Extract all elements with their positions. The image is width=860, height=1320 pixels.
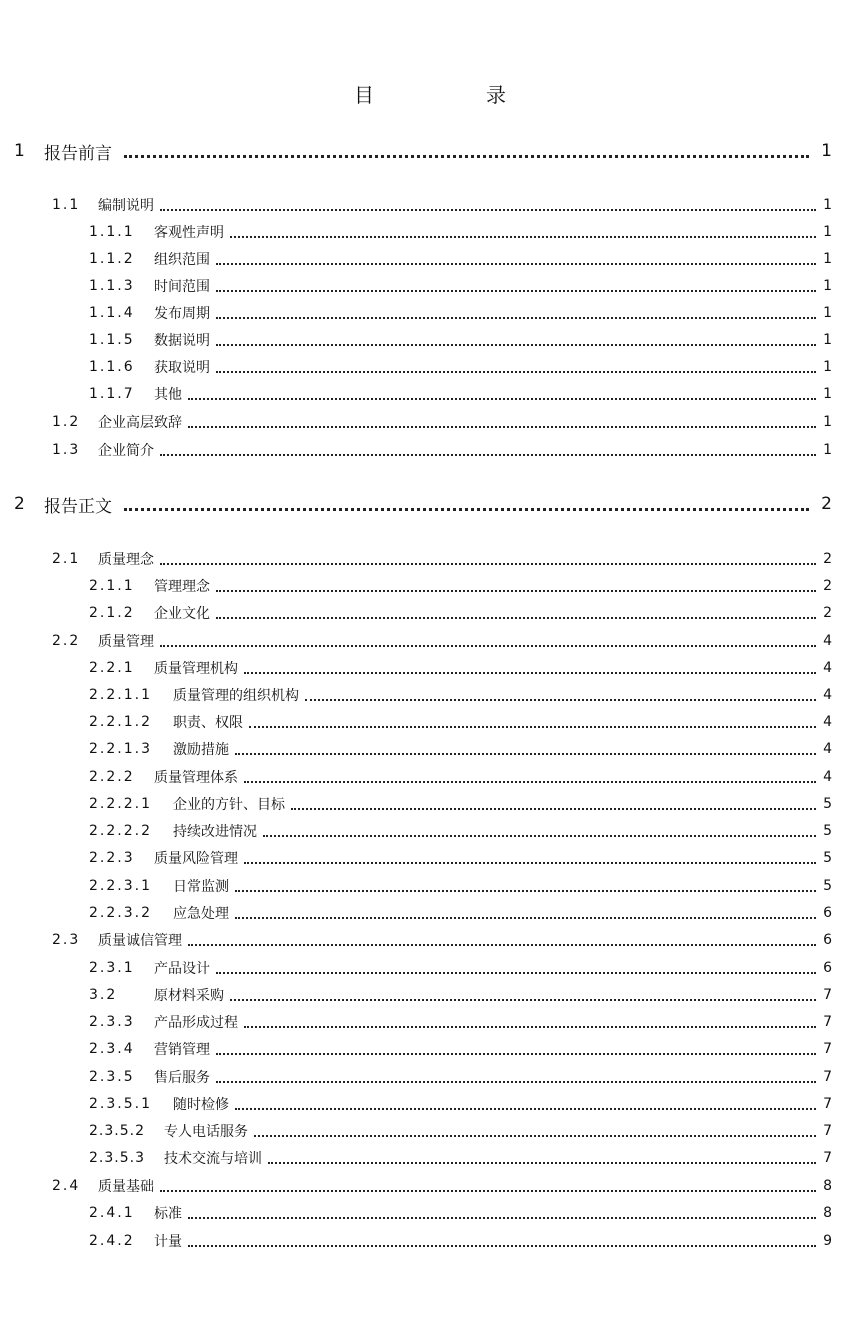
toc-entry-page: 2 [823, 605, 832, 621]
toc-entry-title: 售后服务 [154, 1070, 210, 1086]
toc-entry-title: 产品设计 [154, 961, 210, 977]
toc-entry[interactable] [0, 737, 860, 761]
toc-entry-number: 2.2.2 [89, 769, 135, 785]
toc-entry[interactable] [0, 136, 860, 166]
toc-dot-leader [188, 398, 816, 400]
toc-entry-page: 7 [823, 1096, 832, 1112]
toc-entry-page: 7 [823, 1123, 832, 1139]
toc-entry-page: 4 [823, 633, 832, 649]
toc-entry-page: 5 [823, 878, 832, 894]
toc-entry[interactable] [0, 355, 860, 379]
toc-dot-leader [244, 781, 816, 783]
toc-dot-leader [216, 371, 816, 373]
toc-entry-number: 1.1.7 [89, 386, 135, 402]
toc-entry-number: 2.1.1 [89, 578, 135, 594]
toc-entry-number: 1.1.2 [89, 251, 135, 267]
toc-entry-page: 1 [823, 386, 832, 402]
toc-dot-leader [235, 890, 816, 892]
toc-dot-leader [124, 155, 809, 158]
toc-dot-leader [188, 1245, 816, 1247]
toc-entry-number: 1.1.3 [89, 278, 135, 294]
toc-dot-leader [124, 508, 809, 511]
toc-entry-title: 职责、权限 [173, 715, 243, 731]
toc-entry-number: 2.4.1 [89, 1205, 135, 1221]
toc-dot-leader [216, 263, 816, 265]
toc-dot-leader [244, 672, 816, 674]
toc-entry-page: 2 [823, 578, 832, 594]
toc-entry-number: 1.1.6 [89, 359, 135, 375]
toc-entry-title: 客观性声明 [154, 225, 224, 241]
toc-entry-page: 7 [823, 1150, 832, 1166]
toc-entry[interactable] [0, 901, 860, 925]
toc-entry[interactable] [0, 547, 860, 571]
toc-entry-title: 编制说明 [98, 198, 154, 214]
toc-entry[interactable] [0, 1065, 860, 1089]
toc-entry[interactable] [0, 765, 860, 789]
toc-heading-left: 目 [354, 83, 374, 107]
toc-entry[interactable] [0, 683, 860, 707]
toc-entry-number: 2.2.2.2 [89, 823, 152, 839]
toc-entry-page: 7 [823, 1014, 832, 1030]
toc-entry-page: 4 [823, 741, 832, 757]
toc-entry-title: 专人电话服务 [164, 1124, 248, 1140]
toc-entry-number: 2.3.5.3 [89, 1150, 145, 1166]
toc-entry-title: 报告正文 [44, 496, 112, 517]
toc-entry-number: 2.3.5 [89, 1069, 135, 1085]
toc-entry-number: 2.2.1.3 [89, 741, 152, 757]
toc-entry[interactable] [0, 1010, 860, 1034]
toc-entry-title: 企业的方针、目标 [173, 797, 285, 813]
toc-entry-number: 2.2.3.2 [89, 905, 152, 921]
toc-entry[interactable] [0, 410, 860, 434]
toc-entry[interactable] [0, 328, 860, 352]
toc-entry-title: 质量管理 [98, 634, 154, 650]
toc-dot-leader [188, 1217, 816, 1219]
toc-entry-page: 1 [823, 332, 832, 348]
toc-entry-number: 2.3 [52, 932, 81, 948]
toc-entry-title: 产品形成过程 [154, 1015, 238, 1031]
toc-entry[interactable] [0, 956, 860, 980]
toc-entry[interactable] [0, 874, 860, 898]
toc-entry-number: 2.4 [52, 1178, 81, 1194]
toc-entry-page: 9 [823, 1233, 832, 1249]
toc-entry-number: 2.2.1.2 [89, 714, 152, 730]
toc-entry-page: 6 [823, 932, 832, 948]
toc-entry[interactable] [0, 247, 860, 271]
toc-entry-page: 1 [823, 224, 832, 240]
toc-entry-number: 2.2.1.1 [89, 687, 152, 703]
toc-entry-title: 企业简介 [98, 443, 154, 459]
toc-entry-page: 1 [823, 414, 832, 430]
toc-entry-title: 管理理念 [154, 579, 210, 595]
toc-entry-number: 3.2 [89, 987, 118, 1003]
toc-dot-leader [230, 236, 816, 238]
toc-entry[interactable] [0, 846, 860, 870]
toc-entry-title: 日常监测 [173, 879, 229, 895]
toc-entry-title: 质量风险管理 [154, 851, 238, 867]
toc-entry[interactable] [0, 1119, 860, 1143]
toc-entry-title: 质量管理体系 [154, 770, 238, 786]
toc-entry-page: 4 [823, 687, 832, 703]
toc-dot-leader [230, 999, 816, 1001]
toc-entry[interactable] [0, 193, 860, 217]
toc-dot-leader [216, 344, 816, 346]
toc-dot-leader [188, 944, 816, 946]
toc-dot-leader [305, 699, 816, 701]
toc-entry-title: 发布周期 [154, 306, 210, 322]
toc-entry-page: 1 [823, 359, 832, 375]
toc-dot-leader [235, 1108, 816, 1110]
toc-entry-number: 2.3.5.1 [89, 1096, 152, 1112]
toc-entry[interactable] [0, 601, 860, 625]
toc-entry-title: 质量管理的组织机构 [173, 688, 299, 704]
toc-entry[interactable] [0, 792, 860, 816]
toc-entry[interactable] [0, 574, 860, 598]
toc-dot-leader [244, 1026, 816, 1028]
toc-entry-page: 5 [823, 823, 832, 839]
toc-entry-number: 2.1.2 [89, 605, 135, 621]
toc-entry-number: 2.2.1 [89, 660, 135, 676]
toc-entry-title: 营销管理 [154, 1042, 210, 1058]
toc-entry-page: 4 [823, 769, 832, 785]
toc-entry-title: 数据说明 [154, 333, 210, 349]
toc-entry-title: 企业文化 [154, 606, 210, 622]
toc-dot-leader [216, 617, 816, 619]
toc-entry-number: 1.3 [52, 442, 81, 458]
toc-entry-page: 1 [823, 442, 832, 458]
toc-entry-title: 持续改进情况 [173, 824, 257, 840]
toc-entry-number: 1.1.5 [89, 332, 135, 348]
toc-entry[interactable] [0, 1037, 860, 1061]
toc-entry[interactable] [0, 220, 860, 244]
toc-entry-title: 技术交流与培训 [164, 1151, 262, 1167]
toc-entry-page: 1 [823, 197, 832, 213]
toc-entry-page: 1 [823, 251, 832, 267]
toc-entry-page: 1 [823, 278, 832, 294]
toc-entry-title: 获取说明 [154, 360, 210, 376]
toc-entry[interactable] [0, 1201, 860, 1225]
toc-dot-leader [216, 290, 816, 292]
toc-entry-number: 2.4.2 [89, 1233, 135, 1249]
toc-entry-number: 1.2 [52, 414, 81, 430]
toc-entry-number: 1.1.1 [89, 224, 135, 240]
toc-dot-leader [249, 726, 816, 728]
toc-entry-number: 2.3.5.2 [89, 1123, 145, 1139]
toc-entry-title: 计量 [154, 1234, 182, 1250]
toc-entry-number: 2.2.2.1 [89, 796, 152, 812]
toc-entry-page: 7 [823, 1069, 832, 1085]
toc-entry[interactable] [0, 656, 860, 680]
toc-entry[interactable] [0, 382, 860, 406]
toc-dot-leader [263, 835, 816, 837]
toc-dot-leader [244, 862, 816, 864]
toc-entry-number: 2.2 [52, 633, 81, 649]
toc-entry[interactable] [0, 1092, 860, 1116]
toc-entry-page: 1 [821, 141, 832, 161]
toc-entry-title: 报告前言 [44, 143, 112, 164]
toc-entry[interactable] [0, 1146, 860, 1170]
toc-entry-title: 质量理念 [98, 552, 154, 568]
toc-entry-number: 2.2.3 [89, 850, 135, 866]
toc-entry-title: 质量基础 [98, 1179, 154, 1195]
toc-entry-page: 1 [823, 305, 832, 321]
toc-entry-title: 激励措施 [173, 742, 229, 758]
toc-entry-page: 2 [823, 551, 832, 567]
toc-entry-page: 6 [823, 960, 832, 976]
toc-entry[interactable] [0, 438, 860, 462]
toc-entry[interactable] [0, 301, 860, 325]
toc-entry[interactable] [0, 928, 860, 952]
toc-entry-page: 6 [823, 905, 832, 921]
toc-entry-number: 2 [14, 494, 25, 514]
toc-entry-page: 2 [821, 494, 832, 514]
toc-dot-leader [216, 972, 816, 974]
toc-entry-title: 应急处理 [173, 906, 229, 922]
toc-entry-title: 原材料采购 [154, 988, 224, 1004]
toc-dot-leader [160, 454, 816, 456]
toc-entry-number: 2.3.1 [89, 960, 135, 976]
toc-dot-leader [254, 1135, 816, 1137]
toc-entry-number: 1.1.4 [89, 305, 135, 321]
toc-entry-page: 4 [823, 660, 832, 676]
toc-entry-page: 7 [823, 1041, 832, 1057]
toc-entry-title: 组织范围 [154, 252, 210, 268]
toc-entry-page: 8 [823, 1178, 832, 1194]
toc-dot-leader [216, 317, 816, 319]
toc-entry-number: 1 [14, 141, 25, 161]
toc-entry[interactable] [0, 983, 860, 1007]
toc-entry-page: 4 [823, 714, 832, 730]
toc-entry-title: 随时检修 [173, 1097, 229, 1113]
toc-dot-leader [188, 426, 816, 428]
toc-dot-leader [216, 590, 816, 592]
toc-entry[interactable] [0, 489, 860, 519]
toc-entry[interactable] [0, 1174, 860, 1198]
toc-entry-page: 8 [823, 1205, 832, 1221]
toc-dot-leader [235, 917, 816, 919]
toc-entry-page: 7 [823, 987, 832, 1003]
toc-entry-title: 时间范围 [154, 279, 210, 295]
toc-dot-leader [216, 1081, 816, 1083]
toc-dot-leader [160, 209, 816, 211]
toc-dot-leader [216, 1053, 816, 1055]
toc-dot-leader [160, 563, 816, 565]
toc-entry-page: 5 [823, 850, 832, 866]
toc-entry-number: 2.3.3 [89, 1014, 135, 1030]
toc-entry-number: 2.1 [52, 551, 81, 567]
toc-entry-title: 质量管理机构 [154, 661, 238, 677]
toc-dot-leader [291, 808, 816, 810]
toc-dot-leader [160, 645, 816, 647]
toc-heading [0, 82, 860, 108]
toc-entry[interactable] [0, 1229, 860, 1253]
toc-dot-leader [268, 1162, 816, 1164]
toc-entry-number: 2.2.3.1 [89, 878, 152, 894]
toc-entry-title: 标准 [154, 1206, 182, 1222]
toc-entry[interactable] [0, 274, 860, 298]
toc-dot-leader [160, 1190, 816, 1192]
toc-entry[interactable] [0, 710, 860, 734]
toc-entry-number: 1.1 [52, 197, 81, 213]
toc-entry[interactable] [0, 629, 860, 653]
toc-entry-title: 质量诚信管理 [98, 933, 182, 949]
toc-entry-title: 企业高层致辞 [98, 415, 182, 431]
toc-dot-leader [235, 753, 816, 755]
toc-entry-title: 其他 [154, 387, 182, 403]
toc-entry-page: 5 [823, 796, 832, 812]
toc-heading-right: 录 [486, 83, 506, 107]
toc-entry[interactable] [0, 819, 860, 843]
toc-entry-number: 2.3.4 [89, 1041, 135, 1057]
